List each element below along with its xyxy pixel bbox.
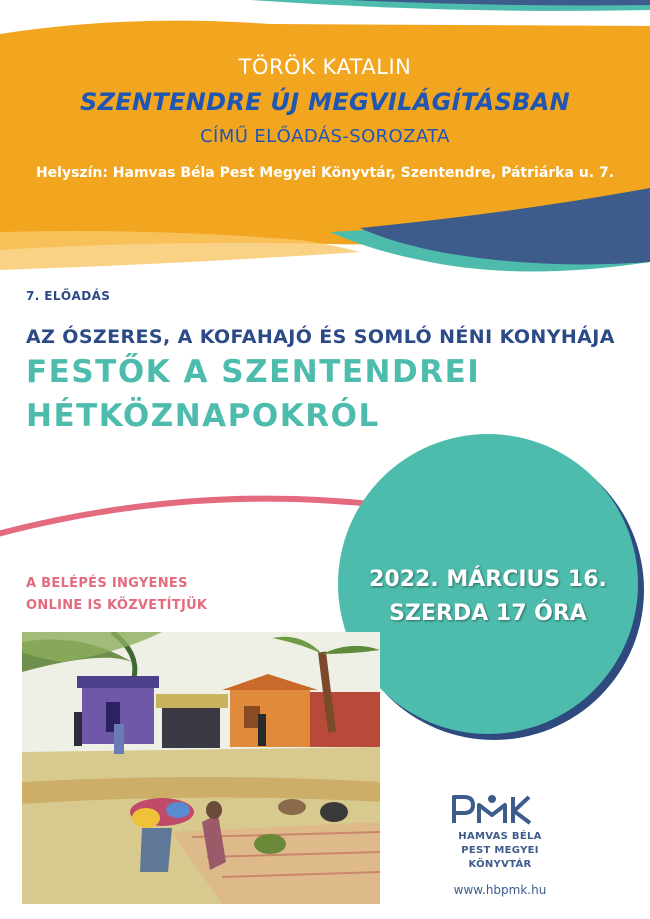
lecture-number: 7. ELŐADÁS (26, 289, 111, 303)
logo-line-3: KÖNYVTÁR (468, 859, 532, 870)
venue: Helyszín: Hamvas Béla Pest Megyei Könyvtár, Szentendre, Pátriárka u. 7. (35, 165, 615, 181)
lecture-title-line-1: FESTŐK A SZENTENDREI (26, 354, 481, 390)
lecture-title-line-2: HÉTKÖZNAPOKRÓL (26, 398, 380, 434)
pmk-logo-icon (451, 793, 533, 827)
series-subtitle: CÍMŰ ELŐADÁS-SOROZATA (200, 126, 450, 147)
pink-arc (0, 499, 390, 536)
painting-image (22, 632, 380, 904)
logo-line-1: HAMVAS BÉLA (458, 831, 542, 842)
lecture-subtitle: AZ ÓSZERES, A KOFAHAJÓ ÉS SOMLÓ NÉNI KONYHÁJA (26, 326, 615, 348)
free-entry-note: A BELÉPÉS INGYENES (26, 576, 188, 591)
event-time: SZERDA 17 ÓRA (389, 601, 587, 626)
series-title: SZENTENDRE ÚJ MEGVILÁGÍTÁSBAN (80, 88, 570, 116)
lecturer-name: TÖRÖK KATALIN (238, 55, 412, 79)
online-broadcast-note: ONLINE IS KÖZVETÍTJÜK (26, 598, 208, 613)
website-link[interactable]: www.hbpmk.hu (453, 883, 547, 897)
logo-line-2: PEST MEGYEI (461, 845, 539, 856)
event-date: 2022. MÁRCIUS 16. (369, 567, 607, 592)
